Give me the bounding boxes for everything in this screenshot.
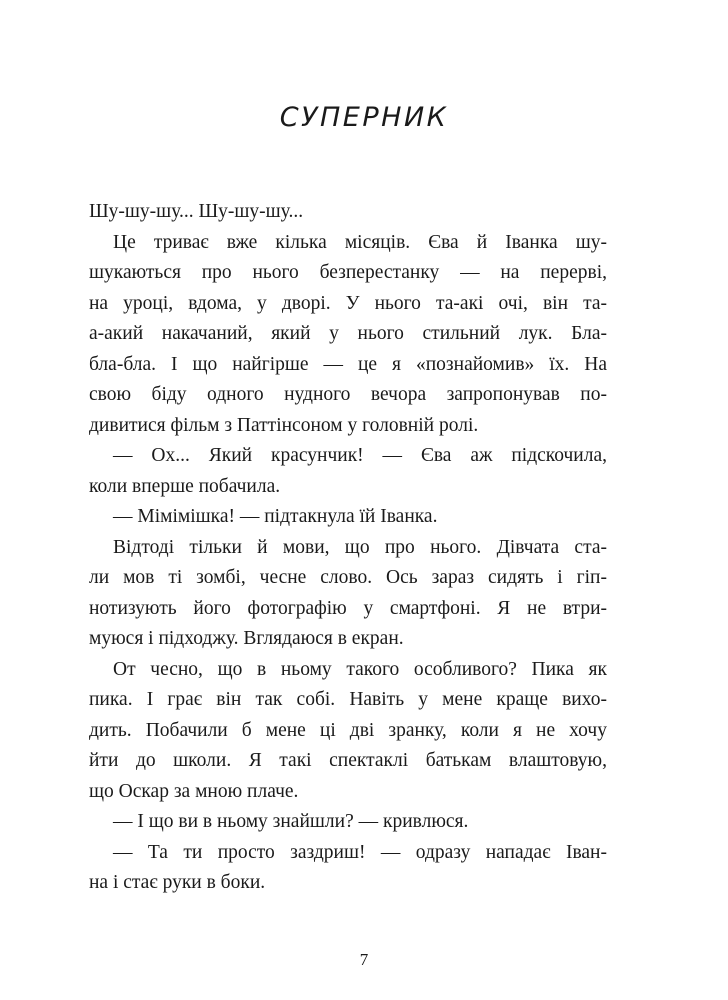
text-line: ли мов ті зомбі, чесне слово. Ось зараз сидять і гіп- bbox=[89, 567, 607, 588]
text-line: на і стає руки в боки. bbox=[89, 872, 266, 893]
text-line: бла-бла. І що найгірше — це я «познайомив» їх. На bbox=[89, 353, 607, 375]
text-line: дить. Побачили б мене ці дві зранку, коли я не хочу bbox=[89, 719, 607, 741]
body-text bbox=[89, 197, 607, 899]
text-line: пика. І грає він так собі. Навіть у мене краще вихо- bbox=[89, 689, 607, 710]
text-line: коли вперше побачила. bbox=[89, 475, 281, 497]
text-line: Шу-шу-шу... Шу-шу-шу... bbox=[89, 201, 304, 222]
page-number: 7 bbox=[359, 950, 369, 969]
text-line: — Мімімішка! — підтакнула їй Іванка. bbox=[113, 506, 438, 527]
text-line: нотизують його фотографію у смартфоні. Я не втри- bbox=[89, 597, 607, 619]
text-line: дивитися фільм з Паттінсоном у головній ролі. bbox=[89, 414, 479, 436]
text-line: — Ох... Який красунчик! — Єва аж підскочила, bbox=[113, 445, 607, 466]
text-line: йти до школи. Я такі спектаклі батькам влаштовую, bbox=[89, 750, 607, 771]
text-line: От чесно, що в ньому такого особливого? Пика як bbox=[113, 658, 607, 680]
chapter-title: СУПЕРНИК bbox=[279, 102, 449, 133]
text-line: — Та ти просто заздриш! — одразу нападає Іван- bbox=[113, 841, 607, 863]
text-line: а-акий накачаний, який у нього стильний лук. Бла- bbox=[89, 323, 607, 344]
text-line: Це триває вже кілька місяців. Єва й Іванка шу- bbox=[113, 231, 607, 253]
text-line: на уроці, вдома, у дворі. У нього та-акі очі, він та- bbox=[89, 292, 607, 314]
text-line: що Оскар за мною плаче. bbox=[89, 780, 299, 802]
text-line: свою біду одного нудного вечора запропонував по- bbox=[89, 384, 607, 405]
text-line: Відтоді тільки й мови, що про нього. Дівчата ста- bbox=[113, 536, 607, 558]
text-line: муюся і підходжу. Вглядаюся в екран. bbox=[89, 628, 404, 649]
text-line: — І що ви в ньому знайшли? — кривлюся. bbox=[113, 811, 469, 832]
text-line: шукаються про нього безперестанку — на перерві, bbox=[89, 262, 607, 283]
